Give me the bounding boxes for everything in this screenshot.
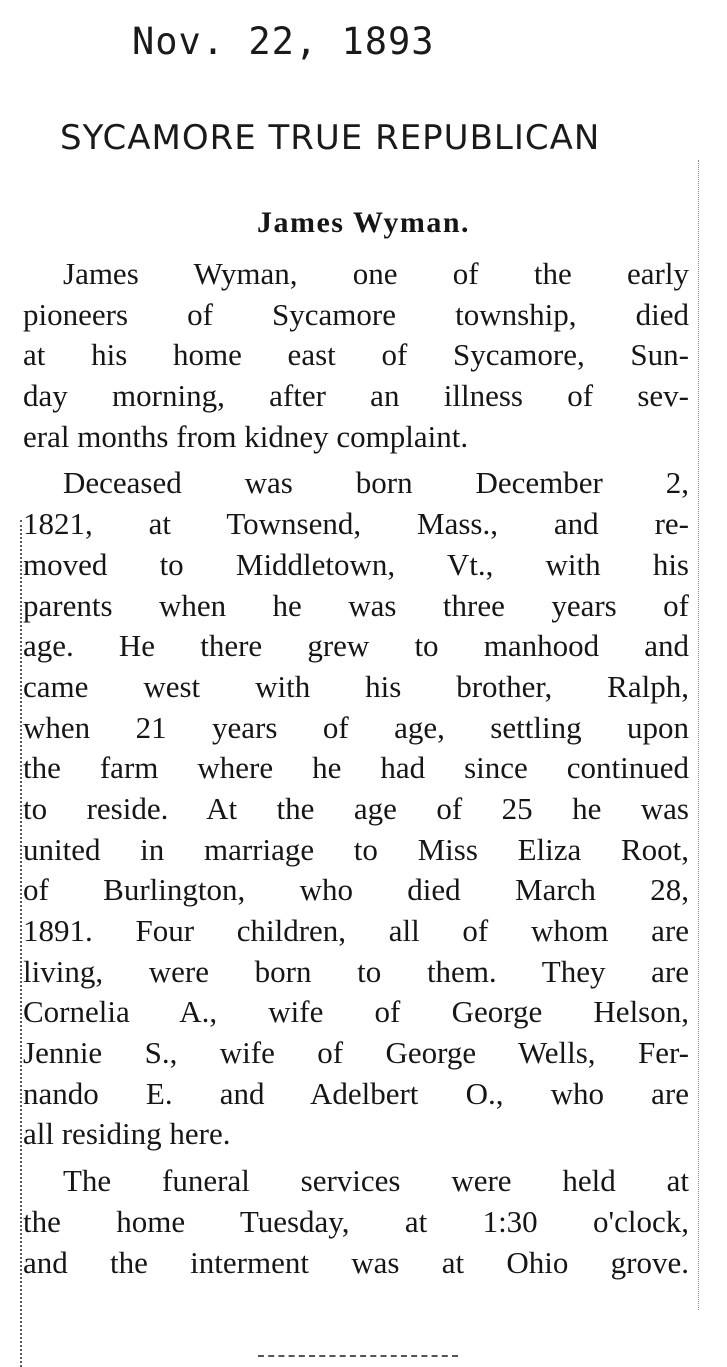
article-line: parents when he was three years of [23, 587, 689, 623]
article-line: 1821, at Townsend, Mass., and re- [23, 506, 689, 542]
article-line: the farm where he had since continued [23, 750, 689, 786]
article-line: united in marriage to Miss Eliza Root, [23, 831, 689, 867]
article-line: 1891. Four children, all of whom are [23, 913, 689, 948]
article-line: age. He there grew to manhood and [23, 628, 689, 664]
article-line: to reside. At the age of 25 he was [23, 790, 689, 826]
article-line: Cornelia A., wife of George Helson, [23, 994, 689, 1030]
article-paragraph-1 [23, 254, 689, 457]
article-line: The funeral services were held at [63, 1163, 689, 1199]
article-line: all residing here. [23, 1116, 231, 1152]
article-line: at his home east of Sycamore, Sun- [23, 337, 689, 373]
article-headline: James Wyman. [257, 206, 470, 239]
clipping-date: Nov. 22, 1893 [132, 20, 435, 63]
article-line: and the interment was at Ohio grove. [23, 1244, 689, 1280]
right-column-rule [698, 160, 699, 1310]
article-line: of Burlington, who died March 28, [23, 872, 689, 908]
article-line: Deceased was born December 2, [63, 465, 689, 501]
newspaper-name: SYCAMORE TRUE REPUBLICAN [60, 118, 601, 158]
article-line: when 21 years of age, settling upon [23, 709, 689, 745]
article-paragraph-2 [23, 463, 689, 1155]
article-paragraph-3 [23, 1161, 689, 1283]
article-line: pioneers of Sycamore township, died [23, 296, 689, 332]
end-of-article-rule [258, 1355, 458, 1357]
obituary-article [23, 252, 689, 1289]
article-line: moved to Middletown, Vt., with his [23, 546, 689, 582]
article-line: Jennie S., wife of George Wells, Fer- [23, 1035, 689, 1071]
article-line: came west with his brother, Ralph, [23, 668, 689, 704]
article-line: day morning, after an illness of sev- [23, 378, 689, 414]
article-line: nando E. and Adelbert O., who are [23, 1075, 689, 1111]
left-column-rule [20, 520, 22, 1367]
article-line: living, were born to them. They are [23, 953, 689, 989]
article-line: the home Tuesday, at 1:30 o'clock, [23, 1203, 689, 1239]
article-line: James Wyman, one of the early [63, 256, 689, 291]
article-line: eral months from kidney complaint. [23, 418, 469, 454]
